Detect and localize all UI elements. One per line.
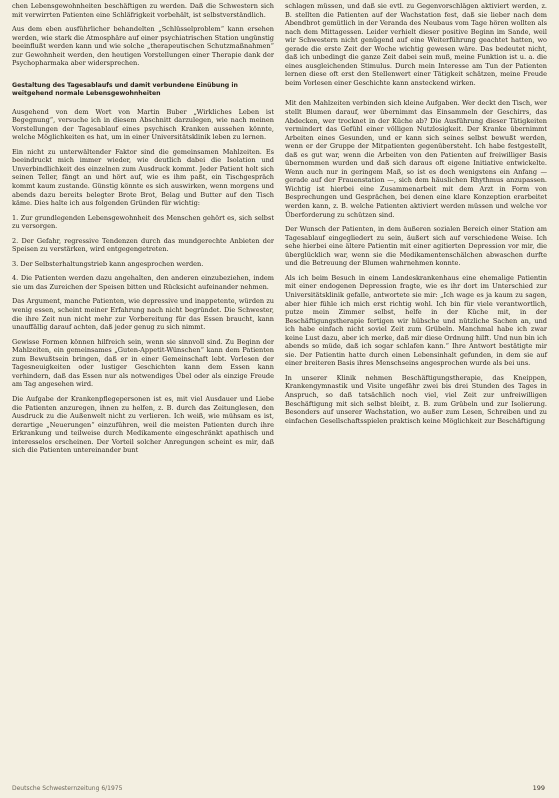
body-paragraph: 4. Die Patienten werden dazu angehalten, den anderen einzubeziehen, indem sie um das Zureichen der Speisen bitten und Rücksicht aufeinander nehmen.	[12, 274, 274, 291]
body-paragraph: Das Argument, manche Patienten, wie depressive und inappetente, würden zu wenig essen, scheint meiner Erfahrung nach nicht begründet. Die Schwester, die ihre Zeit nun nicht mehr zur Vorbereitung für das Essen braucht, kann unauffällig darauf achten, daß jeder genug zu sich nimmt.	[12, 297, 274, 332]
body-paragraph: Ein nicht zu unterwältender Faktor sind die gemeinsamen Mahlzeiten. Es beeindruckt mich immer wieder, wie deutlich dabei die Isolation und Unverbindlichkeit des einzelnen zum Ausdruck kommt. Jeder Patient holt sich seinen Teller, fängt an und hört auf, wie es ihm paßt, ein Tischgespräch kommt kaum zustande. Günstig könnte es sich auswirken, wenn morgens und abends dazu bereits belegter Brote Brot, Belag und Butter auf den Tisch käme. Dies halte ich aus folgenden Gründen für wichtig:	[12, 147, 274, 208]
body-paragraph: Gewisse Formen können hilfreich sein, wenn sie sinnvoll sind. Zu Beginn der Mahlzeiten, ein gemeinsames „Guten-Appetit-Wünschen“ kann dem Patienten zum Bewußtsein bringen, daß er in einer Gemeinschaft lebt. Vorlesen der Tagesneuigkeiten oder lustiger Geschichten kann dem Essen kann verhindern, daß das Essen nur als notwendiges Übel oder als einzige Freude am Tag angesehen wird.	[12, 337, 274, 389]
right-text-column	[285, 2, 547, 798]
left-text-column	[12, 2, 274, 798]
body-paragraph: Als ich beim Besuch in einem Landeskrankenhaus eine ehemalige Patientin mit einer endogenen Depression fragte, wie es ihr dort im Unterschied zur Universitätsklinik gefalle, antwortete sie mir: „Ich wage es ja kaum zu sagen, aber hier fühle ich mich erst richtig wohl. Ich bin für viele verantwortlich, putze mein Zimmer selbst, helfe in der Küche mit, in der Beschäftigungstherapie fertigen wir hübsche und nützliche Sachen an, und ich habe einfach nicht soviel Zeit zum Grübeln. Manchmal habe ich zwar keine Lust dazu, aber ich merke, daß mir diese Ordnung hilft. Und nun bin ich abends so müde, daß ich sogar schlafen kann.“ Ihre Antwort bestätigte mir sie. Der Patientin hatte durch einen Lebensinhalt gefunden, in dem sie auf einer breiteren Basis ihres Menschseins angesprochen wurde als bei uns.	[285, 273, 547, 368]
body-paragraph: Mit den Mahlzeiten verbinden sich kleine Aufgaben. Wer deckt den Tisch, wer stellt Blumen darauf, wer übernimmt das Einsammeln der Geschirrs, das Abdecken, wer trocknet in der Küche ab? Die Ausführung dieser Tätigkeiten vermindert das Gefühl einer völligen Nutzlosigkeit. Der Kranke übernimmt Arbeiten eines Gesunden, und er kann sich seines selbst bewußt werden, wenn er der Gruppe der Mitpatienten gegenübersteht. Ich habe festgestellt, daß es gut war, wenn die Arbeiten von den Patienten auf freiwilliger Basis übernommen wurden und daß sich daraus oft eigene Initiative entwickelte. Wenn auch nur in geringem Maß, so ist es doch wenigstens ein Anfang — gerade auf der Frauenstation —, sich dem häuslichen Rhythmus anzupassen. Wichtig ist hierbei eine Zusammenarbeit mit dem Arzt in Form von Besprechungen und Gesprächen, bei denen eine klare Konzeption erarbeitet werden kann, z. B. welche Patienten aktiviert werden müssen und welche vor Überforderung zu schützen sind.	[285, 99, 547, 219]
body-paragraph: 1. Zur grundlegenden Lebensgewohnheit des Menschen gehört es, sich selbst zu versorgen.	[12, 213, 274, 231]
body-paragraph: Aus dem eben ausführlicher behandelten „Schlüsselproblem“ kann ersehen werden, wie stark die Atmosphäre auf einer psychiatrischen Station ungünstig beeinflußt werden kann und wie solche „therapeutischen Schutzmaßnahmen“ zur Gewohnheit werden, den heutigen Vorstellungen einer Therapie dank der Psychopharmaka aber widersprechen.	[12, 25, 274, 68]
body-paragraph: Die Aufgabe der Krankenpflegepersonen ist es, mit viel Ausdauer und Liebe die Patienten anzuregen, ihnen zu helfen, z. B. durch das Zeitunglesen, den Ausdruck zu die Außenwelt nicht zu verlieren. Ich weiß, wie mühsam es ist, derartige „Neuerungen“ einzuführen, weil die meisten Patienten durch ihre Erkrankung und teilweise durch Medikamente eingeschränkt apathisch und interesselos erscheinen. Der Vorteil solcher Anregungen scheint es mir, daß sich die Patienten untereinander bunt	[12, 394, 274, 455]
page-number: 199	[532, 784, 545, 792]
body-paragraph: In unserer Klinik nehmen Beschäftigungstherapie, das Kneippen, Krankengymnastik und Visite ungefähr zwei bis drei Stunden des Tages in Anspruch, so daß tatsächlich noch viel, viel Zeit zur unfreiwilligen Beschäftigung mit sich selbst bleibt, z. B. zum Grübeln und zur Isolierung. Besonders auf unserer Wachstation, wo außer zum Lesen, Schreiben und zu einfachen Gesellschaftsspielen praktisch keine Möglichkeit zur Beschäftigung	[285, 373, 547, 425]
body-paragraph: chen Lebensgewohnheiten beschäftigen zu werden. Daß die Schwestern sich mit verwirrten Patienten eine Schläfrigkeit vorbehält, ist selbstverständlich.	[12, 2, 274, 19]
journal-footer: Deutsche Schwesternzeitung 6/1975	[12, 785, 123, 792]
body-paragraph: 2. Der Gefahr, regressive Tendenzen durch das mundgerechte Anbieten der Speisen zu verstärken, wird entgegengetreten.	[12, 236, 274, 254]
body-paragraph: Ausgehend von dem Wort von Martin Buber „Wirkliches Leben ist Begegnung“, versuche ich in diesem Abschnitt darzulegen, wie nach meinen Vorstellungen der Tagesablauf eines psychisch Kranken aussehen könnte, welche Möglichkeiten es hat, um in einer Universitätsklinik leben zu lernen.	[12, 107, 274, 142]
body-paragraph: 3. Der Selbsterhaltungstrieb kann angesprochen werden.	[12, 259, 204, 268]
body-paragraph: Der Wunsch der Patienten, in dem äußeren sozialen Bereich einer Station am Tagesablauf eingegliedert zu sein, äußert sich auf verschiedene Weise. Ich sehe hierbei eine ältere Patientin mit einer agitierten Depression vor mir, die überglücklich war, wenn sie die Medikamentenschälchen abwaschen durfte und die Betreuung der Blumen wahrnehmen konnte.	[285, 225, 547, 268]
section-heading: Gestaltung des Tagesablaufs und damit verbundene Einübung in weitgehend normale Lebensgewohnheiten	[12, 81, 238, 98]
body-paragraph: schlagen müssen, und daß sie evtl. zu Gegenvorschlägen aktiviert werden, z. B. stellten die Patienten auf der Wachstation fest, daß sie lieber nach dem Abendbrot gemütlich in der Veranda des Neubaus vom Tage hören wollten als nach dem Mittagessen. Leider verhielt dieser positive Beginn im Sande, weil wir Schwestern nicht genügend auf eine Weiterführung geachtet hatten, wo gerade die erste Zeit der Woche wichtig gewesen wäre. Das bedeutet nicht, daß ich unbedingt die ganze Zeit dabei sein muß, meine Funktion ist u. a. die eines ausgleichenden Stimulus. Durch mein Interesse am Tun der Patienten lernen diese oft erst den Stellenwert einer Tätigkeit schätzen, meine Freude beim Vorlesen einer Geschichte kann ansteckend wirken.	[285, 2, 547, 87]
